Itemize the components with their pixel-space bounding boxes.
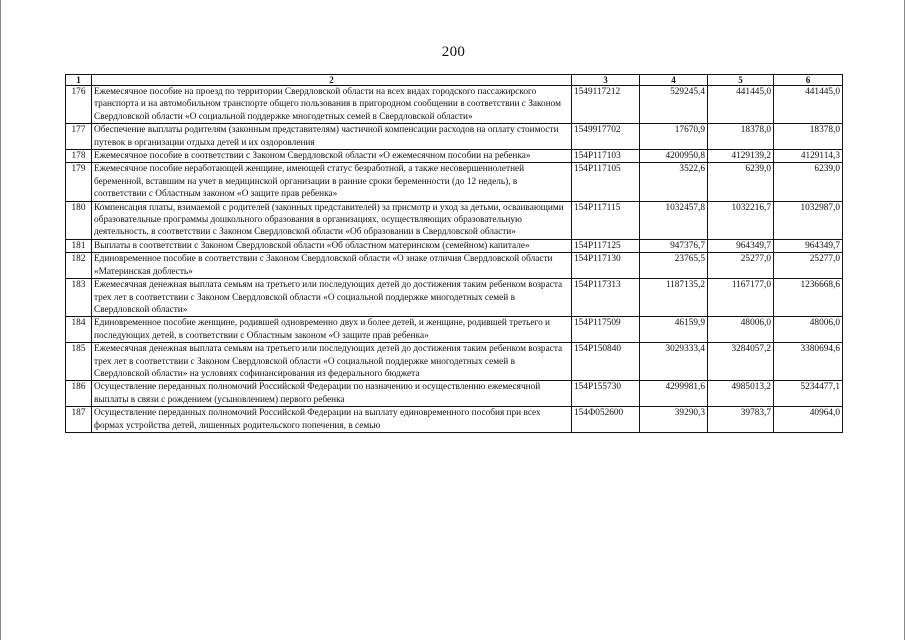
row-value-col6: 1236668,6	[774, 279, 843, 317]
row-value-col5: 25277,0	[708, 253, 774, 279]
row-value-col4: 3522,6	[640, 163, 708, 201]
row-value-col4: 4299981,6	[640, 381, 708, 407]
row-value-col4: 39290,3	[640, 407, 708, 433]
row-value-col5: 48006,0	[708, 317, 774, 343]
table-row	[66, 86, 843, 124]
row-description: Единовременное пособие женщине, родившей одновременно двух и более детей, и женщине, родившей третьего и последующих детей, в соответствии с Областным законом «О защите прав ребенка»	[92, 317, 572, 343]
row-code: 154Ф052600	[572, 407, 640, 433]
row-description: Единовременное пособие в соответствии с Законом Свердловской области «О знаке отличия Свердловской области «Материнская доблесть»	[92, 253, 572, 279]
budget-table	[65, 74, 843, 433]
column-header: 5	[708, 75, 774, 86]
row-value-col6: 18378,0	[774, 124, 843, 150]
row-value-col5: 1167177,0	[708, 279, 774, 317]
table-row	[66, 239, 843, 252]
row-number: 187	[66, 407, 92, 433]
row-code: 154P117313	[572, 279, 640, 317]
table-row	[66, 407, 843, 433]
table-row	[66, 163, 843, 201]
table-header-row	[66, 75, 843, 86]
row-value-col5: 1032216,7	[708, 201, 774, 239]
page-number: 200	[441, 44, 466, 60]
row-description: Ежемесячное пособие в соответствии с Законом Свердловской области «О ежемесячном пособии на ребенка»	[92, 150, 572, 163]
row-code: 154P155730	[572, 381, 640, 407]
row-description: Осуществление переданных полномочий Российской Федерации на выплату единовременного пособия при всех формах устройства детей, лишенных родительского попечения, в семью	[92, 407, 572, 433]
row-code: 154P117130	[572, 253, 640, 279]
row-number: 177	[66, 124, 92, 150]
row-value-col5: 4985013,2	[708, 381, 774, 407]
row-value-col6: 3380694,6	[774, 343, 843, 381]
row-number: 185	[66, 343, 92, 381]
row-value-col5: 441445,0	[708, 86, 774, 124]
row-value-col6: 5234477,1	[774, 381, 843, 407]
row-value-col5: 4129139,2	[708, 150, 774, 163]
row-number: 176	[66, 86, 92, 124]
row-code: 154P150840	[572, 343, 640, 381]
row-value-col4: 4200950,8	[640, 150, 708, 163]
row-value-col6: 6239,0	[774, 163, 843, 201]
column-header: 4	[640, 75, 708, 86]
row-value-col4: 17670,9	[640, 124, 708, 150]
row-value-col6: 441445,0	[774, 86, 843, 124]
row-description: Обеспечение выплаты родителям (законным представителям) частичной компенсации расходов на оплату стоимости путевок в организации отдыха детей и их оздоровления	[92, 124, 572, 150]
row-description: Ежемесячная денежная выплата семьям на третьего или последующих детей до достижения таким ребенком возраста трех лет в соответствии с Законом Свердловской области «О социальной поддержке многодетных семей в Свердловской области»	[92, 279, 572, 317]
column-header: 6	[774, 75, 843, 86]
table-body	[66, 86, 843, 433]
row-code: 1549917702	[572, 124, 640, 150]
table-row	[66, 124, 843, 150]
row-description: Ежемесячное пособие на проезд по территории Свердловской области на всех видах городского пассажирского транспорта и на автомобильном транспорте общего пользования в пригородном сообщении в соответствии с Законом Свердловской области «О социальной поддержке многодетных семей в Свердловской области»	[92, 86, 572, 124]
row-value-col4: 1187135,2	[640, 279, 708, 317]
table-row	[66, 343, 843, 381]
row-number: 181	[66, 239, 92, 252]
row-value-col6: 48006,0	[774, 317, 843, 343]
table-row	[66, 381, 843, 407]
row-code: 154P117105	[572, 163, 640, 201]
row-value-col4: 23765,5	[640, 253, 708, 279]
row-value-col4: 1032457,8	[640, 201, 708, 239]
row-code: 154P117103	[572, 150, 640, 163]
row-value-col4: 529245,4	[640, 86, 708, 124]
row-number: 183	[66, 279, 92, 317]
row-value-col6: 25277,0	[774, 253, 843, 279]
row-code: 154P117115	[572, 201, 640, 239]
row-number: 186	[66, 381, 92, 407]
row-number: 179	[66, 163, 92, 201]
row-description: Компенсация платы, взимаемой с родителей (законных представителей) за присмотр и уход за детьми, осваивающими образовательные программы дошкольного образования в организациях, осуществляющих образовательную деятельность, в соответствии с Законом Свердловской области «Об образовании в Свердловской области»	[92, 201, 572, 239]
row-value-col5: 18378,0	[708, 124, 774, 150]
row-value-col5: 964349,7	[708, 239, 774, 252]
row-description: Ежемесячное пособие неработающей женщине, имеющей статус безработной, а также несовершеннолетней беременной, вставшим на учет в медицинской организации в ранние сроки беременности (до 12 недель), в соответствии с Областным законом «О защите прав ребенка»	[92, 163, 572, 201]
column-header: 1	[66, 75, 92, 86]
table-row	[66, 150, 843, 163]
row-value-col6: 1032987,0	[774, 201, 843, 239]
row-value-col4: 3029333,4	[640, 343, 708, 381]
column-header: 2	[92, 75, 572, 86]
row-description: Выплаты в соответствии с Законом Свердловской области «Об областном материнском (семейном) капитале»	[92, 239, 572, 252]
row-description: Осуществление переданных полномочий Российской Федерации по назначению и осуществлению ежемесячной выплаты в связи с рождением (усыновлением) первого ребенка	[92, 381, 572, 407]
row-code: 1549117212	[572, 86, 640, 124]
row-value-col6: 40964,0	[774, 407, 843, 433]
row-value-col4: 947376,7	[640, 239, 708, 252]
table-row	[66, 201, 843, 239]
table-row	[66, 253, 843, 279]
column-header: 3	[572, 75, 640, 86]
row-value-col6: 964349,7	[774, 239, 843, 252]
row-value-col5: 39783,7	[708, 407, 774, 433]
row-number: 184	[66, 317, 92, 343]
table-row	[66, 317, 843, 343]
row-description: Ежемесячная денежная выплата семьям на третьего или последующих детей до достижения таким ребенком возраста трех лет в соответствии с Законом Свердловской области «О социальной поддержке многодетных семей в Свердловской области» на условиях софинансирования из федерального бюджета	[92, 343, 572, 381]
row-value-col5: 3284057,2	[708, 343, 774, 381]
row-code: 154P117125	[572, 239, 640, 252]
table-row	[66, 279, 843, 317]
row-number: 182	[66, 253, 92, 279]
row-value-col4: 46159,9	[640, 317, 708, 343]
row-number: 180	[66, 201, 92, 239]
row-code: 154P117509	[572, 317, 640, 343]
row-number: 178	[66, 150, 92, 163]
row-value-col5: 6239,0	[708, 163, 774, 201]
row-value-col6: 4129114,3	[774, 150, 843, 163]
